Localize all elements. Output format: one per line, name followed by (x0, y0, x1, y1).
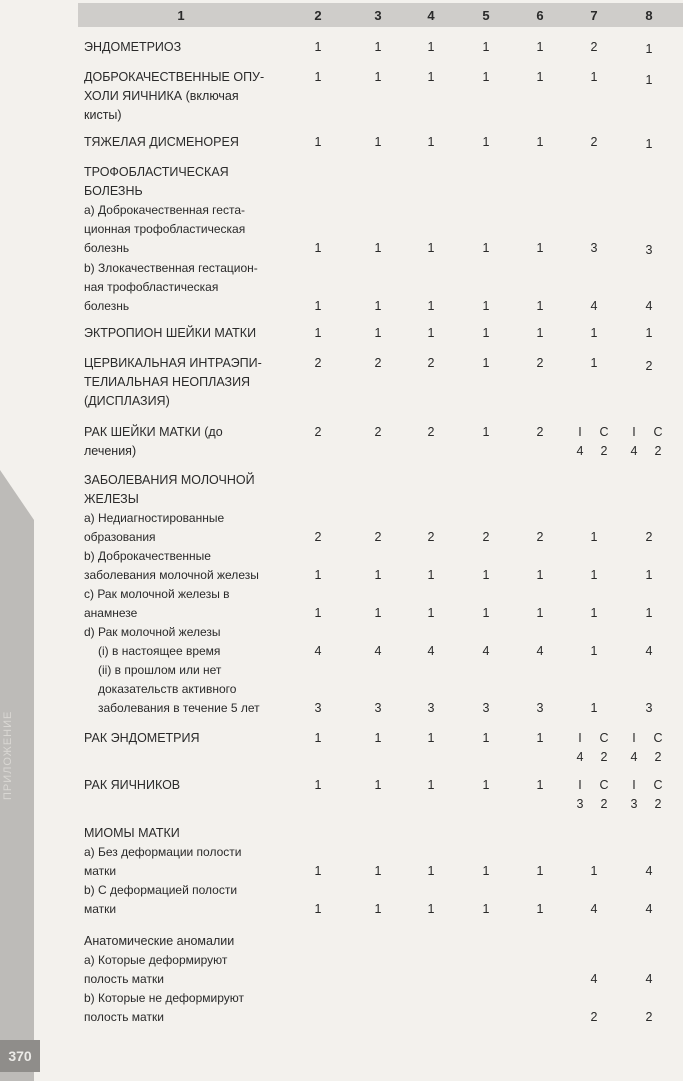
cell: 3 (645, 243, 653, 257)
cell: 4 (482, 644, 490, 658)
cell: 1 (482, 568, 490, 582)
row-label: ЖЕЛЕЗЫ (84, 492, 139, 506)
left-margin-tab (0, 0, 34, 1081)
cell: 1 (536, 864, 544, 878)
cell: 1 (536, 241, 544, 255)
cell: 1 (314, 902, 322, 916)
cell: 1 (427, 731, 435, 745)
cell: 1 (314, 40, 322, 54)
cell: 1 (482, 902, 490, 916)
row-sublabel: b) Доброкачественные (84, 549, 211, 563)
cell: 2 (645, 530, 653, 544)
row-label: МИОМЫ МАТКИ (84, 826, 180, 840)
cell: 2 (536, 356, 544, 370)
ic-initiation-value: 4 (576, 750, 584, 764)
cell: 1 (427, 326, 435, 340)
cell: 4 (427, 644, 435, 658)
ic-continuation-value: 2 (654, 797, 662, 811)
cell: 4 (590, 972, 598, 986)
header-col-1: 1 (177, 8, 185, 23)
cell: 3 (645, 701, 653, 715)
cell: 1 (482, 778, 490, 792)
header-col-2: 2 (314, 8, 322, 23)
row-label: ХОЛИ ЯИЧНИКА (включая (84, 89, 239, 103)
cell: 2 (536, 425, 544, 439)
row-label: ТЕЛИАЛЬНАЯ НЕОПЛАЗИЯ (84, 375, 251, 389)
cell: 1 (536, 606, 544, 620)
row-sublabel: полость матки (84, 1010, 164, 1024)
ic-initiation-label: I (578, 425, 582, 439)
ic-continuation-label: C (653, 778, 663, 792)
cell: 4 (536, 644, 544, 658)
row-label: ТРОФОБЛАСТИЧЕСКАЯ (84, 165, 229, 179)
ic-continuation-value: 2 (600, 444, 608, 458)
cell: 1 (374, 326, 382, 340)
cell: 1 (374, 568, 382, 582)
cell: 2 (314, 356, 322, 370)
cell: 4 (645, 972, 653, 986)
row-sublabel: заболевания в течение 5 лет (98, 701, 260, 715)
cell: 4 (645, 864, 653, 878)
cell: 1 (536, 731, 544, 745)
cell: 1 (590, 644, 598, 658)
cell: 1 (427, 299, 435, 313)
cell: 4 (314, 644, 322, 658)
row-sublabel: a) Которые деформируют (84, 953, 228, 967)
cell: 2 (645, 359, 653, 373)
cell: 1 (536, 299, 544, 313)
cell: 1 (314, 70, 322, 84)
cell: 1 (590, 701, 598, 715)
row-sublabel: b) Злокачественная гестацион- (84, 261, 258, 275)
cell: 1 (427, 864, 435, 878)
ic-continuation-label: C (653, 425, 663, 439)
header-col-5: 5 (482, 8, 490, 23)
cell: 1 (427, 568, 435, 582)
cell: 1 (536, 568, 544, 582)
cell: 1 (482, 606, 490, 620)
cell: 1 (482, 326, 490, 340)
cell: 2 (314, 530, 322, 544)
cell: 2 (427, 530, 435, 544)
cell: 1 (590, 568, 598, 582)
cell: 2 (482, 530, 490, 544)
row-sublabel: a) Без деформации полости (84, 845, 242, 859)
cell: 1 (482, 425, 490, 439)
ic-initiation-label: I (632, 425, 636, 439)
cell: 1 (314, 135, 322, 149)
cell: 1 (536, 135, 544, 149)
cell: 3 (482, 701, 490, 715)
row-sublabel: b) Которые не деформируют (84, 991, 245, 1005)
cell: 1 (427, 778, 435, 792)
ic-initiation-label: I (632, 778, 636, 792)
cell: 1 (590, 530, 598, 544)
row-label: РАК ЭНДОМЕТРИЯ (84, 731, 200, 745)
cell: 1 (374, 70, 382, 84)
ic-continuation-label: C (599, 778, 609, 792)
cell: 1 (482, 241, 490, 255)
row-label: РАК ЯИЧНИКОВ (84, 778, 181, 792)
cell: 1 (645, 606, 653, 620)
ic-initiation-value: 3 (576, 797, 584, 811)
ic-continuation-value: 2 (654, 444, 662, 458)
row-sublabel: матки (84, 902, 117, 916)
row-label: кисты) (84, 108, 122, 122)
cell: 1 (536, 902, 544, 916)
cell: 4 (374, 644, 382, 658)
cell: 2 (374, 356, 382, 370)
cell: 4 (590, 299, 598, 313)
cell: 2 (590, 135, 598, 149)
header-col-6: 6 (536, 8, 544, 23)
cell: 1 (645, 568, 653, 582)
row-sublabel: образования (84, 530, 156, 544)
cell: 1 (374, 778, 382, 792)
cell: 1 (482, 356, 490, 370)
cell: 3 (374, 701, 382, 715)
row-sublabel: болезнь (84, 241, 130, 255)
row-sublabel: болезнь (84, 299, 130, 313)
cell: 1 (590, 70, 598, 84)
ic-continuation-value: 2 (600, 797, 608, 811)
header-col-7: 7 (590, 8, 598, 23)
table-header (78, 3, 683, 27)
cell: 1 (536, 40, 544, 54)
cell: 1 (482, 70, 490, 84)
cell: 1 (314, 326, 322, 340)
cell: 3 (536, 701, 544, 715)
cell: 1 (590, 326, 598, 340)
cell: 3 (427, 701, 435, 715)
cell: 1 (482, 731, 490, 745)
cell: 1 (374, 241, 382, 255)
cell: 2 (374, 530, 382, 544)
row-label: РАК ШЕЙКИ МАТКИ (до (84, 425, 223, 439)
cell: 1 (314, 568, 322, 582)
row-label: лечения) (84, 444, 137, 458)
row-sublabel: доказательств активного (98, 682, 237, 696)
cell: 2 (536, 530, 544, 544)
row-label: Анатомические аномалии (84, 934, 235, 948)
row-sublabel: матки (84, 864, 117, 878)
cell: 1 (314, 241, 322, 255)
cell: 2 (590, 1010, 598, 1024)
cell: 1 (645, 137, 653, 151)
row-sublabel: полость матки (84, 972, 164, 986)
row-sublabel: a) Доброкачественная геста- (84, 203, 245, 217)
cell: 1 (374, 864, 382, 878)
ic-initiation-value: 4 (630, 444, 638, 458)
ic-initiation-label: I (578, 731, 582, 745)
page-number: 370 (0, 1040, 40, 1072)
header-col-3: 3 (374, 8, 382, 23)
cell: 1 (374, 135, 382, 149)
cell: 1 (536, 70, 544, 84)
ic-initiation-value: 4 (630, 750, 638, 764)
cell: 1 (536, 778, 544, 792)
row-sublabel: b) С деформацией полости (84, 883, 238, 897)
ic-initiation-label: I (632, 731, 636, 745)
cell: 3 (590, 241, 598, 255)
cell: 1 (314, 731, 322, 745)
row-sublabel: c) Рак молочной железы в (84, 587, 230, 601)
cell: 1 (645, 73, 653, 87)
ic-continuation-label: C (653, 731, 663, 745)
row-sublabel: ная трофобластическая (84, 280, 219, 294)
cell: 1 (314, 299, 322, 313)
cell: 2 (590, 40, 598, 54)
cell: 1 (645, 326, 653, 340)
row-sublabel: (i) в настоящее время (98, 644, 221, 658)
cell: 2 (374, 425, 382, 439)
cell: 1 (427, 40, 435, 54)
ic-continuation-label: C (599, 425, 609, 439)
row-label: ЦЕРВИКАЛЬНАЯ ИНТРАЭПИ- (84, 356, 262, 370)
cell: 1 (374, 40, 382, 54)
row-label: ЭКТРОПИОН ШЕЙКИ МАТКИ (84, 326, 257, 340)
cell: 1 (482, 40, 490, 54)
cell: 1 (374, 299, 382, 313)
cell: 1 (590, 606, 598, 620)
row-label: БОЛЕЗНЬ (84, 184, 143, 198)
cell: 1 (374, 731, 382, 745)
cell: 4 (645, 299, 653, 313)
cell: 1 (482, 864, 490, 878)
cell: 3 (314, 701, 322, 715)
cell: 4 (590, 902, 598, 916)
cell: 1 (482, 299, 490, 313)
cell: 1 (314, 864, 322, 878)
row-label: ТЯЖЕЛАЯ ДИСМЕНОРЕЯ (84, 135, 239, 149)
cell: 1 (314, 606, 322, 620)
cell: 1 (427, 70, 435, 84)
cell: 1 (645, 42, 653, 56)
row-sublabel: a) Недиагностированные (84, 511, 225, 525)
cell: 2 (427, 425, 435, 439)
cell: 2 (427, 356, 435, 370)
cell: 1 (314, 778, 322, 792)
cell: 1 (427, 606, 435, 620)
cell: 1 (590, 864, 598, 878)
cell: 1 (482, 135, 490, 149)
tab-notch (0, 470, 34, 520)
row-sublabel: заболевания молочной железы (84, 568, 259, 582)
row-label: ЗАБОЛЕВАНИЯ МОЛОЧНОЙ (84, 473, 255, 487)
row-sublabel: d) Рак молочной железы (84, 625, 221, 639)
cell: 1 (427, 241, 435, 255)
cell: 1 (374, 902, 382, 916)
ic-initiation-label: I (578, 778, 582, 792)
ic-initiation-value: 4 (576, 444, 584, 458)
ic-continuation-value: 2 (600, 750, 608, 764)
row-sublabel: (ii) в прошлом или нет (98, 663, 222, 677)
cell: 2 (314, 425, 322, 439)
cell: 1 (590, 356, 598, 370)
cell: 4 (645, 644, 653, 658)
row-label: ДОБРОКАЧЕСТВЕННЫЕ ОПУ- (84, 70, 265, 84)
row-label: ЭНДОМЕТРИОЗ (84, 40, 182, 54)
cell: 1 (374, 606, 382, 620)
cell: 1 (427, 902, 435, 916)
cell: 4 (645, 902, 653, 916)
ic-continuation-label: C (599, 731, 609, 745)
ic-initiation-value: 3 (630, 797, 638, 811)
table-sheet (78, 0, 683, 1081)
header-col-4: 4 (427, 8, 435, 23)
ic-continuation-value: 2 (654, 750, 662, 764)
cell: 2 (645, 1010, 653, 1024)
row-sublabel: ционная трофобластическая (84, 222, 246, 236)
row-label: (ДИСПЛАЗИЯ) (84, 394, 170, 408)
cell: 1 (536, 326, 544, 340)
row-sublabel: анамнезе (84, 606, 138, 620)
header-col-8: 8 (645, 8, 653, 23)
section-label: ПРИЛОЖЕНИЕ (2, 710, 14, 800)
cell: 1 (427, 135, 435, 149)
